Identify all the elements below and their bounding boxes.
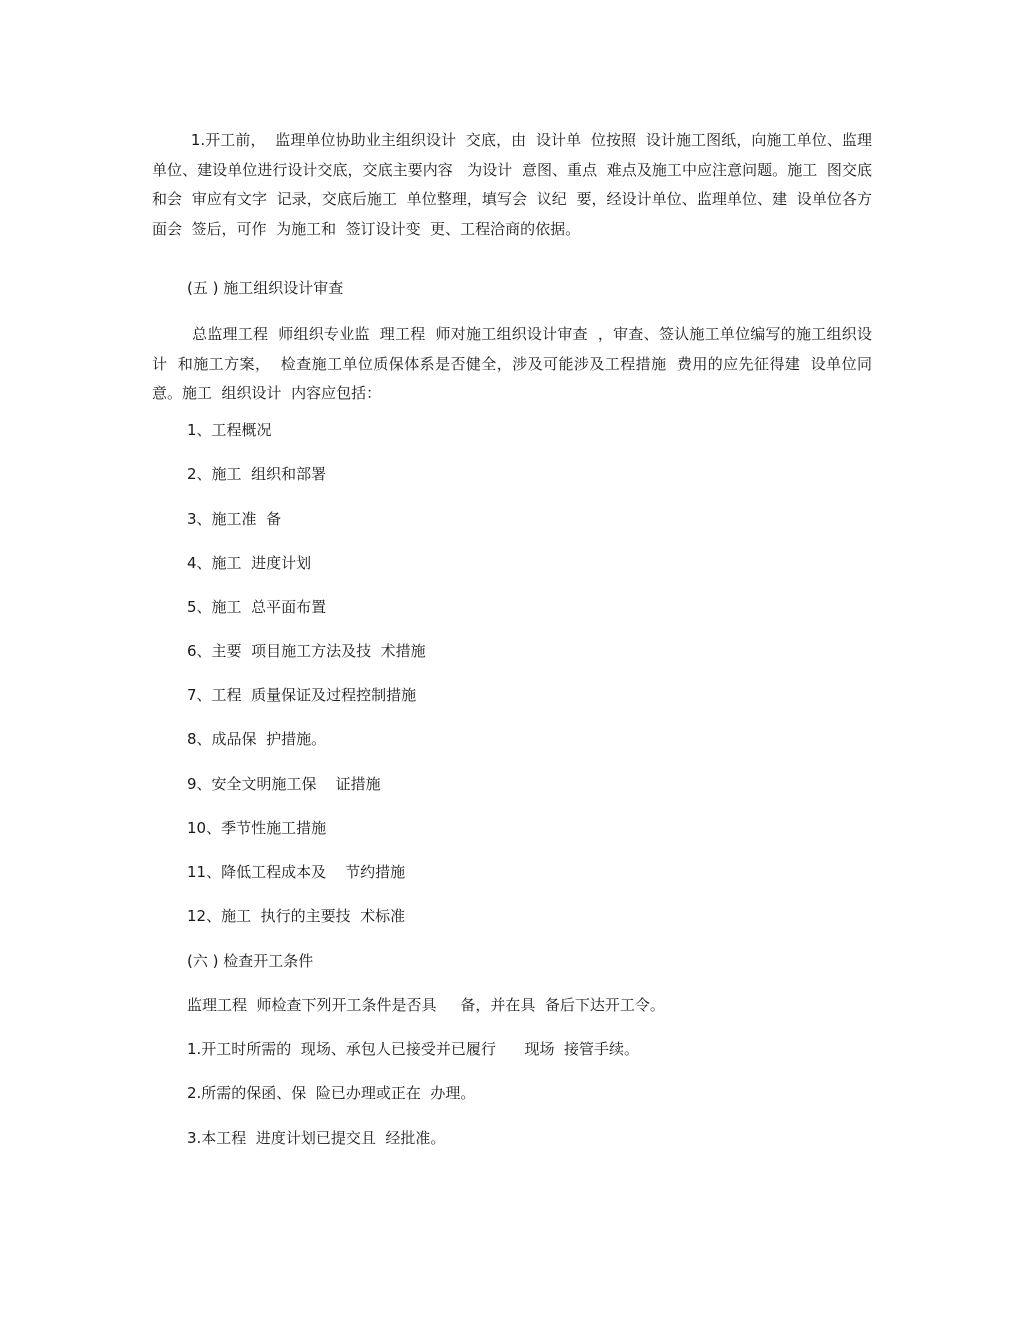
list-item: 3、施工准 备 [187, 510, 282, 528]
list-item: 1、工程概况 [187, 421, 272, 439]
section-heading-construction-design-review: (五 ) 施工组织设计审查 [187, 279, 344, 297]
list-item: 2、施工 组织和部署 [187, 465, 327, 483]
list-item: 9、安全文明施工保 证措施 [187, 775, 381, 793]
condition-item: 1.开工时所需的 现场、承包人已接受并已履行 现场 接管手续。 [187, 1040, 639, 1058]
condition-item: 3.本工程 进度计划已提交且 经批准。 [187, 1129, 446, 1147]
list-item: 12、施工 执行的主要技 术标准 [187, 907, 406, 925]
list-item: 4、施工 进度计划 [187, 554, 312, 572]
paragraph-construction-design-review: 总监理工程 师组织专业监 理工程 师对施工组织设计审查 ，审查、签认施工单位编写的施工组织设计 和施工方案， 检查施工单位质保体系是否健全，涉及可能涉及工程措施 费用的应先征得建 设单位同意。施工 组织设计 内容应包括： [152, 325, 872, 402]
paragraph-start-conditions-intro: 监理工程 师检查下列开工条件是否具 备，并在具 备后下达开工令。 [187, 996, 665, 1014]
list-item: 5、施工 总平面布置 [187, 598, 327, 616]
list-item: 8、成品保 护措施。 [187, 730, 327, 748]
list-item: 10、季节性施工措施 [187, 819, 327, 837]
section-heading-start-conditions: (六 ) 检查开工条件 [187, 952, 314, 970]
list-item: 6、主要 项目施工方法及技 术措施 [187, 642, 426, 660]
paragraph-design-disclosure: 1.开工前， 监理单位协助业主组织设计 交底，由 设计单 位按照 设计施工图纸，向施工单位、监理单位、建设单位进行设计交底，交底主要内容 为设计 意图、重点 难点及施工中应注意问题。施工 图交底和会 审应有文字 记录，交底后施工 单位整理，填写会 议纪 要，经设计单位、监理单位、建 设单位各方面会 签后，可作 为施工和 签订设计变 更、工程洽商的依据。 [152, 131, 872, 238]
list-item: 7、工程 质量保证及过程控制措施 [187, 686, 417, 704]
condition-item: 2.所需的保函、保 险已办理或正在 办理。 [187, 1084, 476, 1102]
list-item: 11、降低工程成本及 节约措施 [187, 863, 406, 881]
